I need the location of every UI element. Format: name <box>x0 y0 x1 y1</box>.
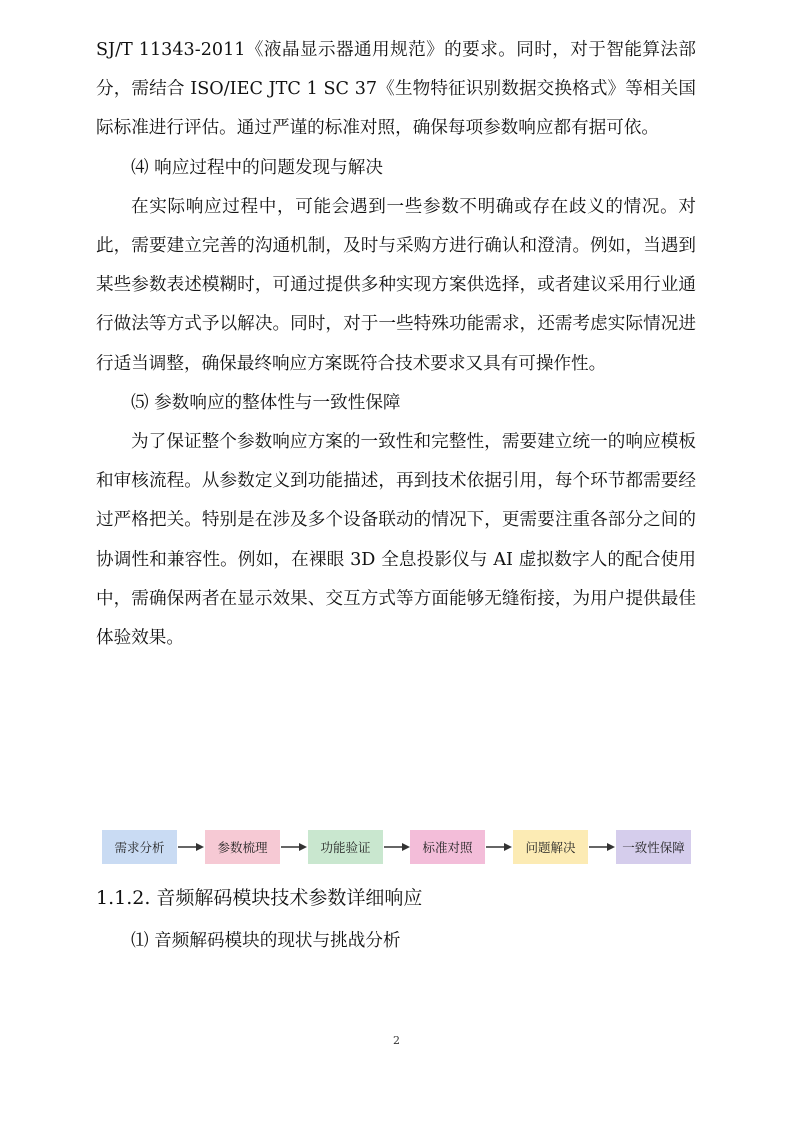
body-text <box>96 31 696 658</box>
flow-step-requirement-analysis <box>102 830 177 864</box>
paragraph-consistency: 为了保证整个参数响应方案的一致性和完整性，需要建立统一的响应模板和审核流程。从参数定义到功能描述，再到技术依据引用，每个环节都需要经过严格把关。特别是在涉及多个设备联动的情况下，更需要注重各部分之间的协调性和兼容性。例如，在裸眼 3D 全息投影仪与 AI 虚拟数字人的配合使用中，需确保两者在显示效果、交互方式等方面能够无缝衔接，为用户提供最佳体验效果。 <box>96 432 696 649</box>
flow-step-consistency-assurance <box>616 830 691 864</box>
arrow-right-icon <box>281 841 307 853</box>
flow-step-function-verification <box>308 830 383 864</box>
flow-step-label: 需求分析 <box>114 840 165 855</box>
flow-step-label: 一致性保障 <box>622 840 685 855</box>
arrow-right-icon <box>178 841 204 853</box>
flow-step-problem-solving <box>513 830 588 864</box>
flow-step-label: 标准对照 <box>422 840 473 855</box>
paragraph-problem-solving: 在实际响应过程中，可能会遇到一些参数不明确或存在歧义的情况。对此，需要建立完善的沟通机制，及时与采购方进行确认和澄清。例如，当遇到某些参数表述模糊时，可通过提供多种实现方案供选择，或者建议采用行业通行做法等方式予以解决。同时，对于一些特殊功能需求，还需考虑实际情况进行适当调整，确保最终响应方案既符合技术要求又具有可操作性。 <box>96 196 696 374</box>
subsection-5-title: ⑸ 参数响应的整体性与一致性保障 <box>131 392 401 413</box>
arrow-right-icon <box>486 841 512 853</box>
flow-step-label: 参数梳理 <box>217 840 268 855</box>
subsection-4-title: ⑷ 响应过程中的问题发现与解决 <box>131 157 383 178</box>
section-heading: 1.1.2. 音频解码模块技术参数详细响应 <box>96 887 423 909</box>
paragraph-standards: SJ/T 11343-2011《液晶显示器通用规范》的要求。同时，对于智能算法部分，需结合 ISO/IEC JTC 1 SC 37《生物特征识别数据交换格式》等相关国际标准进行评估。通过严谨的标准对照，确保每项参数响应都有据可依。 <box>96 40 696 139</box>
arrow-right-icon <box>384 841 410 853</box>
page-number: 2 <box>393 1034 400 1047</box>
arrow-right-icon <box>589 841 615 853</box>
flow-step-label: 问题解决 <box>525 840 576 855</box>
process-flow-diagram <box>102 830 692 864</box>
flow-step-parameter-sorting <box>205 830 280 864</box>
flow-step-label: 功能验证 <box>320 840 371 855</box>
subsection-1-title: ⑴ 音频解码模块的现状与挑战分析 <box>131 931 401 951</box>
flow-step-standard-comparison <box>410 830 485 864</box>
